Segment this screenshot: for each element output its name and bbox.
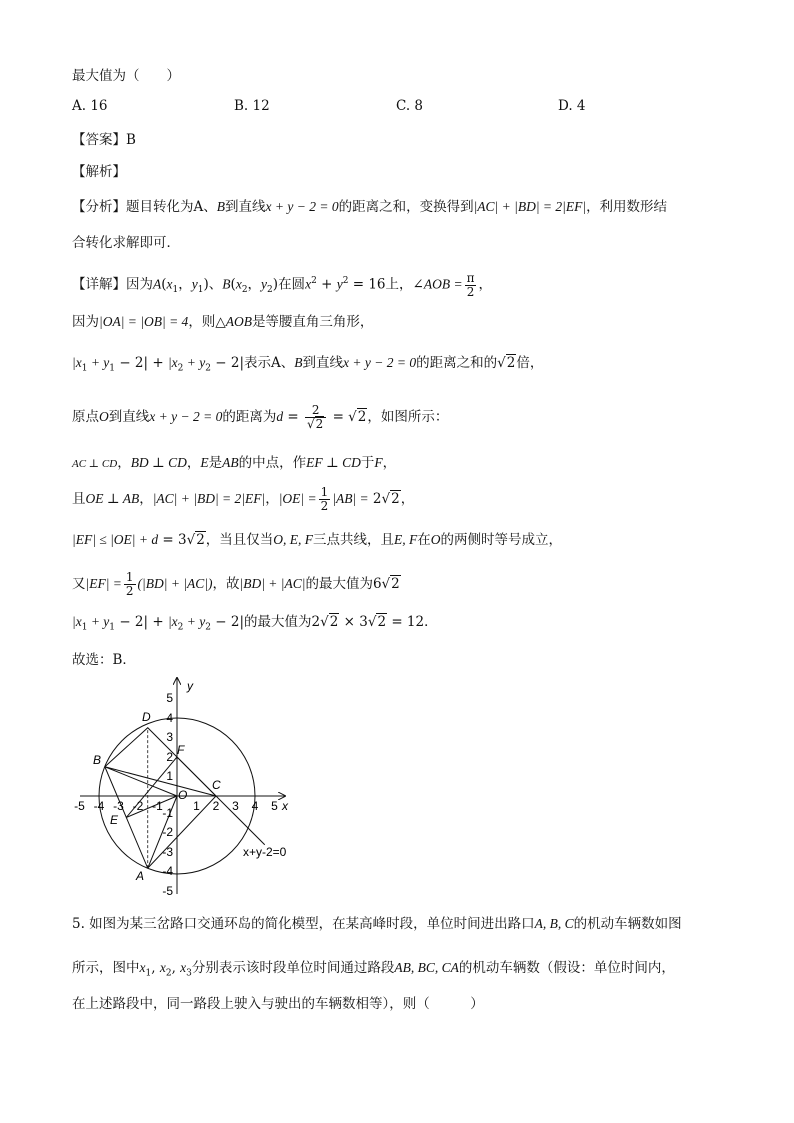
origin-label: O [178,788,188,802]
half-fraction: $\frac{1}{2}$ [320,485,329,513]
pi-over-two: $\frac{\pi}{2}$ [466,270,475,299]
ef-perp-cd: EF ⊥ CD [306,455,361,470]
y-tick: -2 [162,825,173,839]
bd-perp-cd: BD ⊥ CD [130,455,187,470]
detail-text: 原点 [72,409,99,425]
detail-text: 的中点，作 [238,455,307,471]
segment-ac-cd-db [105,728,216,868]
answer-tag: 【答案】 [72,132,126,148]
answer-value: B [126,132,136,148]
detail-text: ， [265,491,279,507]
detail-text: 于 [360,455,375,471]
oe-perp-ab: OE ⊥ AB [85,491,140,506]
fenxi-line-1: 【分析】题目转化为A、B到直线x + y − 2 = 0的距离之和，变换得到|AC| + |BD| = 2|EF|，利用数形结 [72,199,668,215]
choice-a[interactable]: A. 16 [72,98,108,114]
detail-text: ，如图所示： [367,409,449,425]
x-tick: -3 [113,799,124,813]
q5-text: 5. 如图为某三岔路口交通环岛的简化模型，在某高峰时段，单位时间进出路口 [72,916,535,932]
x-tick: 2 [212,799,220,813]
detail-line-9: $|x_1 + y_1 - 2| + |x_2 + y_2 - 2|$的最大值为2√2 × 3√2 = 12． [72,614,438,633]
detail-text: ， [139,491,153,507]
detail-line-6: 且OE ⊥ AB，|AC| + |BD| = 2|EF|，|OE| = $\frac{1}{2}$ |AB| = 2√2， [72,485,415,513]
fenxi-expression: |AC| + |BD| = 2|EF| [473,199,587,214]
q5-line-2: 所示，图中$x_1$, $x_2$, $x_3$分别表示该时段单位时间通过路段AB, BC, CA的机动车辆数（假设：单位时间内， [72,960,675,979]
line-equation: x + y − 2 = 0 [149,409,223,424]
x-tick: -1 [152,799,163,813]
detail-line-7: |EF| ≤ |OE| + d = 3√2，当且仅当O, E, F三点共线，且E, F在O的两侧时等号成立， [72,532,563,548]
detail-text: ， [117,455,131,471]
q5-text: 所示，图中 [72,960,140,976]
y-tick: 4 [166,711,173,725]
detail-line-5: AC ⊥ CD，BD ⊥ CD，E是AB的中点，作EF ⊥ CD于F， [72,455,397,471]
x-tick: 3 [232,799,239,813]
answer-line [72,130,136,150]
detail-text: ，当且仅当 [205,532,274,548]
x-axis-label: x [282,799,288,813]
detail-text: 是 [208,455,223,471]
detail-text: 在 [417,532,431,548]
detail-text: 是等腰直角三角形， [251,314,374,330]
fenxi-tag: 【分析】 [72,199,126,215]
detail-text: 的距离为 [222,409,277,425]
segment-bc [105,767,216,796]
oa-ob-equal: |OA| = |OB| = 4 [99,314,189,329]
detail-text: 因为 [72,314,99,330]
sum-expression: |AC| + |BD| = 2|EF| [152,491,266,506]
ac-perp-cd: AC ⊥ CD [72,458,118,470]
detail-line-4: 原点O到直线x + y − 2 = 0的距离为d = $\frac{2}{√2}$ = √2，如图所示： [72,403,449,431]
fenxi-text: 到直线 [225,199,266,215]
y-axis-label: y [187,679,193,693]
x-tick: -2 [132,799,144,813]
x-tick: 1 [193,799,200,813]
y-tick: -5 [162,884,173,898]
detail-text: 倍， [516,355,544,371]
detail-text: 因为 [126,276,153,293]
detail-text: ， [478,276,492,293]
angle-aob: ∠AOB = [412,276,463,292]
x-tick-labels [74,799,278,813]
detail-text: 上， [385,276,413,293]
y-tick: 3 [166,730,173,744]
q5-text: 的机动车辆数如图 [573,916,682,932]
fenxi-line-2: 合转化求解即可． [72,235,180,251]
analysis-tag: 【解析】 [72,164,126,180]
y-tick-labels [162,691,173,898]
detail-text: ，则 [188,314,216,330]
detail-line-1: 【详解】因为$A(x_1$，$y_1$)、$B(x_2$，$y_2$)在圆$x^2 + y^2 = 16$上，∠AOB = $\frac{\pi}{2}$ ， [72,270,492,299]
y-tick: 1 [166,769,173,783]
y-tick: -4 [162,864,173,878]
q5-text: 分别表示该时段单位时间通过路段 [191,960,395,976]
detail-text: 到直线 [302,355,344,371]
y-tick: -3 [162,845,173,859]
fenxi-text: ，利用数形结 [586,199,668,215]
detail-text: 且 [72,491,86,507]
detail-text: 的最大值为 [244,614,312,630]
q5-line-1: 5. 如图为某三岔路口交通环岛的简化模型，在某高峰时段，单位时间进出路口A, B, C的机动车辆数如图 [72,916,682,932]
point-c-label: C [212,778,221,792]
choice-d[interactable]: D. 4 [558,98,586,114]
q5-text: 的机动车辆数（假设：单位时间内， [458,960,675,976]
x-tick: 4 [251,799,259,813]
point-f-label: F [177,743,185,757]
half-fraction: $\frac{1}{2}$ [125,570,134,598]
detail-text: 在圆 [278,276,306,293]
x-tick: 5 [271,799,278,813]
detail-text: ， [186,455,201,471]
triangle-aob: △AOB [215,314,252,329]
detail-text: 的最大值为 [305,576,373,592]
distance-fraction: $\frac{2}{√2}$ [305,404,326,431]
line-equation: x + y − 2 = 0 [265,199,339,214]
stem-end: 最大值为（ ） [72,68,180,84]
point-d-label: D [142,710,151,724]
choice-b[interactable]: B. 12 [234,98,270,114]
detail-text: ，故 [212,576,240,592]
line-label: x+y-2=0 [243,845,287,859]
y-tick: -1 [162,806,173,820]
q5-line-3: 在上述路段中，同一路段上驶入与驶出的车辆数相等），则（ ） [72,996,484,1012]
detail-text: 的两侧时等号成立， [440,532,563,548]
geometry-figure [60,672,320,900]
detail-text: ． [424,614,438,630]
detail-line-10: 故选：B． [72,652,136,668]
line-equation: x + y − 2 = 0 [343,355,417,370]
choice-c[interactable]: C. 8 [396,98,424,114]
detail-tag: 【详解】 [72,276,126,293]
x-tick: -5 [74,799,85,813]
detail-text: 的距离之和的 [416,355,498,371]
detail-line-3: $|x_1 + y_1 - 2| + |x_2 + y_2 - 2|$表示A、B到直线x + y − 2 = 0的距离之和的√2倍， [72,355,544,374]
detail-line-8: 又|EF| = $\frac{1}{2}$ (|BD| + |AC|)，故|BD| + |AC|的最大值为6√2 [72,570,400,598]
y-tick: 2 [166,750,173,764]
fenxi-text: 的距离之和，变换得到 [338,199,474,215]
point-a-label: A [136,869,145,883]
fenxi-text: 题目转化为A、 [126,199,217,215]
point-e-label: E [110,813,119,827]
x-tick: -4 [93,799,105,813]
detail-text: 到直线 [108,409,150,425]
detail-text: 又 [72,576,86,592]
y-tick: 5 [166,691,173,705]
detail-line-2 [72,312,373,332]
detail-text: 表示A、 [244,355,295,371]
detail-text: 三点共线，且 [313,532,395,548]
point-b-label: B [93,753,102,767]
